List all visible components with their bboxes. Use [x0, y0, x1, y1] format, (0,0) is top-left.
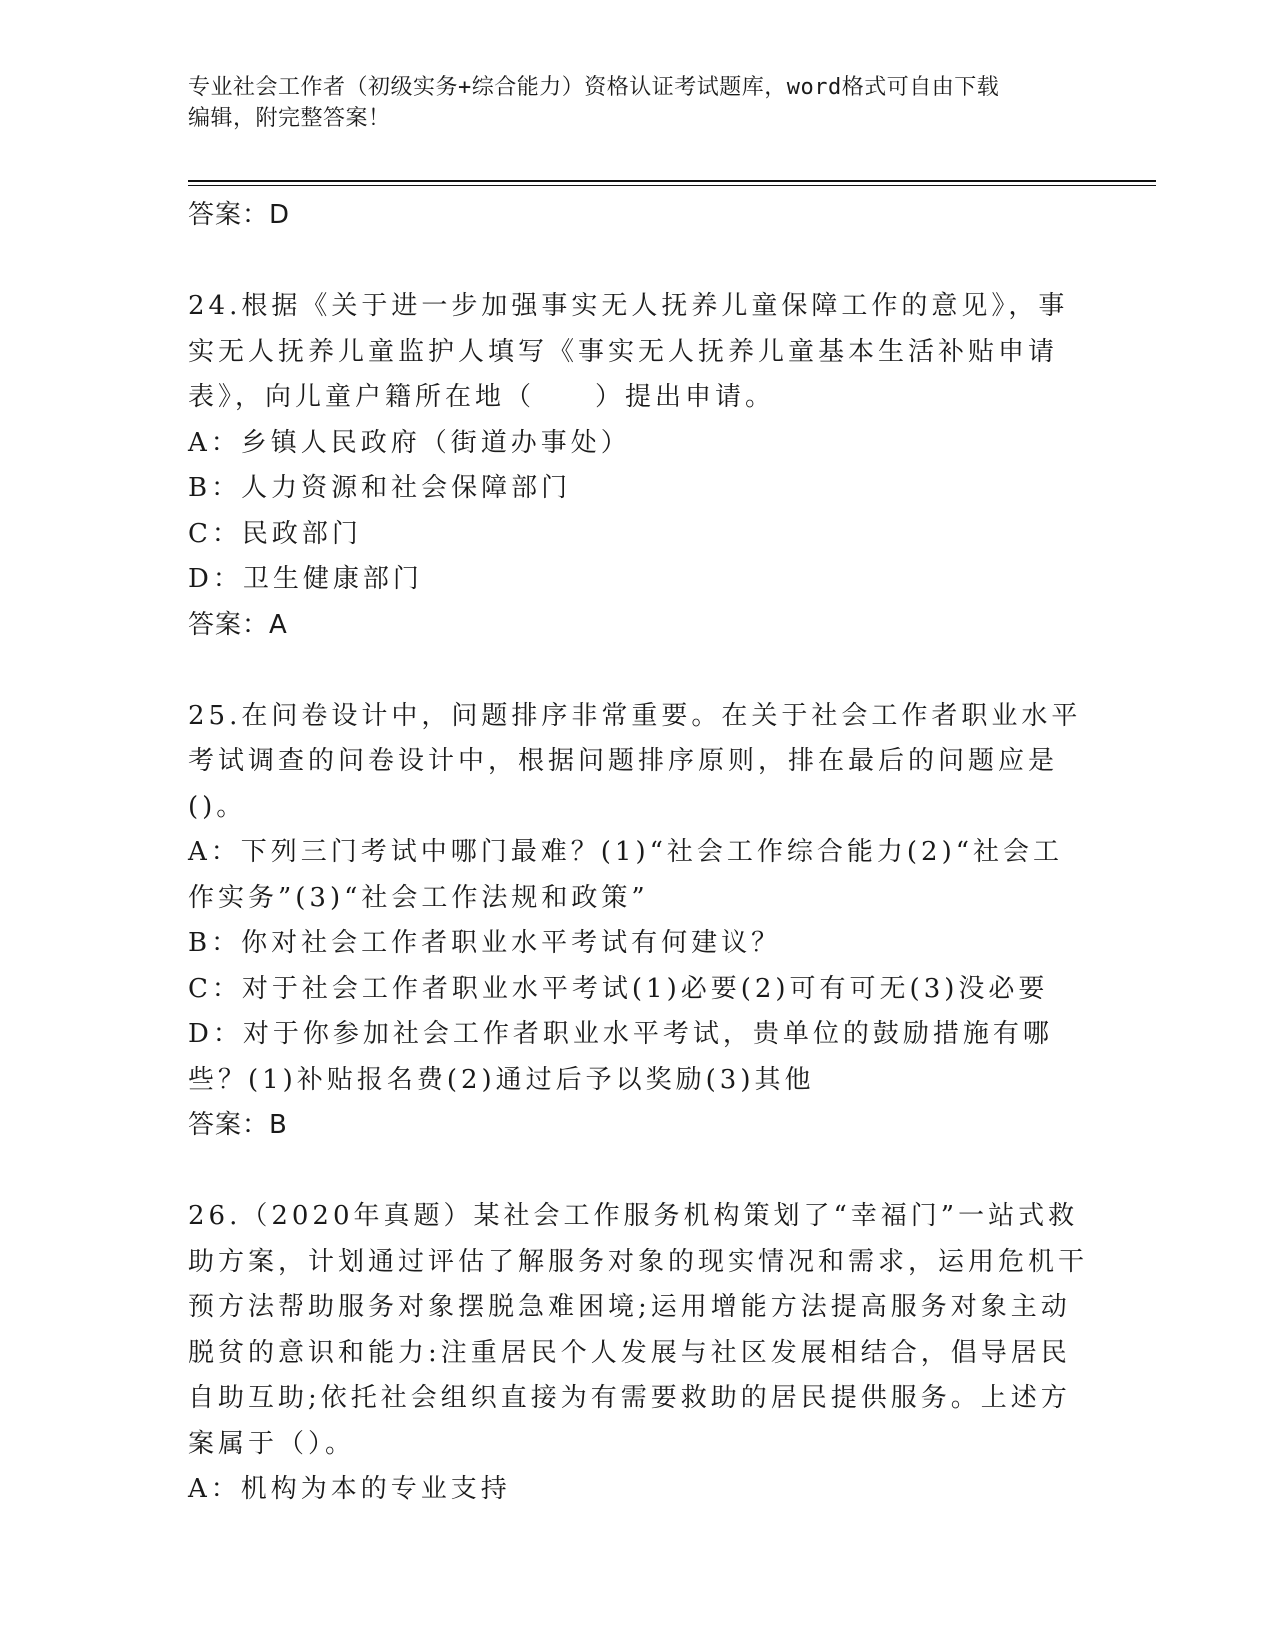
spacer [188, 1149, 1088, 1195]
header-line-1: 专业社会工作者（初级实务+综合能力）资格认证考试题库，word格式可自由下载 [188, 75, 1000, 100]
question-26 [188, 1194, 1088, 1513]
question-26-option-a: A：机构为本的专业支持 [188, 1474, 511, 1504]
header-rule-thick [188, 180, 1156, 182]
question-25-text: 25.在问卷设计中，问题排序非常重要。在关于社会工作者职业水平考试调查的问卷设计中，根据问题排序原则，排在最后的问题应是()。 [188, 700, 1082, 822]
question-24 [188, 284, 1088, 648]
spacer [188, 239, 1088, 285]
question-24-option-d: D：卫生健康部门 [188, 564, 423, 594]
answer-24: 答案：A [188, 609, 288, 640]
question-25 [188, 694, 1088, 1149]
question-26-text: 26.（2020年真题）某社会工作服务机构策划了“幸福门”一站式救助方案，计划通过评估了解服务对象的现实情况和需求，运用危机干预方法帮助服务对象摆脱急难困境;运用增能方法提高服务对象主动脱贫的意识和能力:注重居民个人发展与社区发展相结合，倡导居民自助互助;依托社会组织直接为有需要救助的居民提供服务。上述方案属于（）。 [188, 1201, 1089, 1459]
header-rule-thin [188, 185, 1156, 186]
answer-23: 答案：D [188, 200, 291, 230]
question-25-option-d: D：对于你参加社会工作者职业水平考试，贵单位的鼓励措施有哪些？(1)补贴报名费(2)通过后予以奖励(3)其他 [188, 1019, 1053, 1095]
question-25-option-a: A：下列三门考试中哪门最难？(1)“社会工作综合能力(2)“社会工作实务”(3)“社会工作法规和政策” [188, 837, 1064, 913]
question-25-option-c: C：对于社会工作者职业水平考试(1)必要(2)可有可无(3)没必要 [188, 973, 1049, 1004]
spacer [188, 648, 1088, 694]
question-24-option-b: B：人力资源和社会保障部门 [188, 473, 572, 503]
question-24-text: 24.根据《关于进一步加强事实无人抚养儿童保障工作的意见》，事实无人抚养儿童监护人填写《事实无人抚养儿童基本生活补贴申请表》，向儿童户籍所在地（ ）提出申请。 [188, 291, 1069, 412]
question-list [188, 193, 1088, 1513]
question-24-option-c: C：民政部门 [188, 518, 362, 549]
answer-25: 答案：B [188, 1110, 288, 1140]
header-line-2: 编辑，附完整答案！ [188, 106, 391, 131]
question-25-option-b: B：你对社会工作者职业水平考试有何建议？ [188, 928, 782, 958]
page-header [188, 72, 1088, 134]
question-24-option-a: A：乡镇人民政府（街道办事处） [188, 427, 631, 458]
